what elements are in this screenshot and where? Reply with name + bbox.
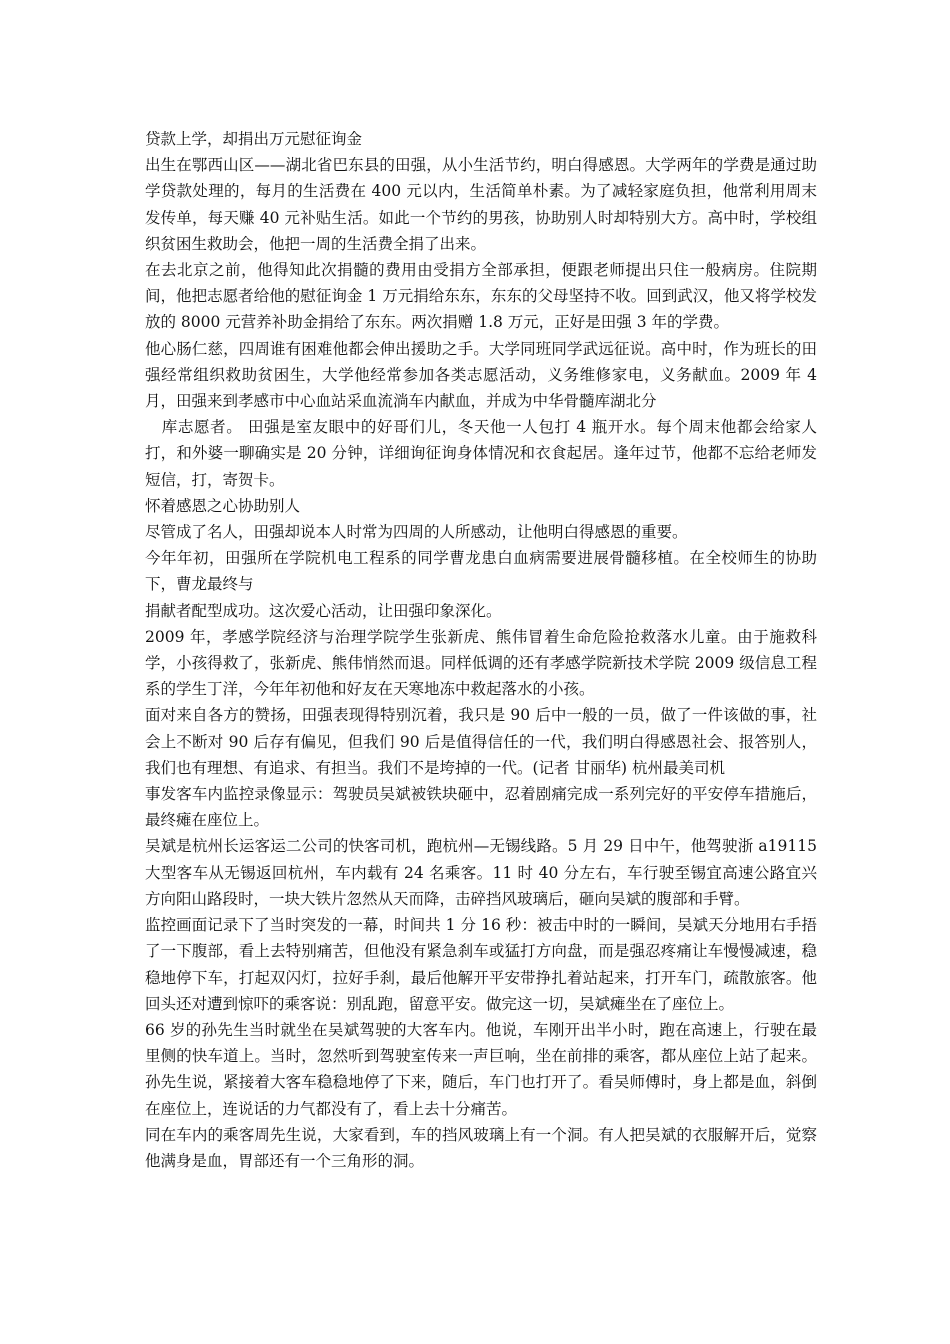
document-body	[145, 126, 817, 1174]
paragraph: 他心肠仁慈，四周谁有困难他都会伸出援助之手。大学同班同学武远征说。高中时，作为班长的田强经常组织救助贫困生，大学他经常参加各类志愿活动，义务维修家电，义务献血。2009 年 4 月，田强来到孝感市中心血站采血流淌车内献血，并成为中华骨髓库湖北分	[145, 339, 817, 411]
paragraph: 监控画面记录下了当时突发的一幕，时间共 1 分 16 秒：被击中时的一瞬间，吴斌天分地用右手捂了一下腹部，看上去特别痛苦，但他没有紧急刹车或猛打方向盘，而是强忍疼痛让车慢慢减速，稳稳地停下车，打起双闪灯，拉好手刹，最后他解开平安带挣扎着站起来，打开车门，疏散旅客。他回头还对遭到惊吓的乘客说：别乱跑，留意平安。做完这一切，吴斌瘫坐在了座位上。	[145, 916, 817, 1013]
paragraph: 捐献者配型成功。这次爱心活动，让田强印象深化。	[145, 601, 502, 620]
paragraph: 面对来自各方的赞扬，田强表现得特别沉着，我只是 90 后中一般的一员，做了一件该做的事，社会上不断对 90 后存有偏见，但我们 90 后是值得信任的一代，我们明白得感恩社会、报答别人，我们也有理想、有追求、有担当。我们不是垮掉的一代。(记者 甘丽华) 杭州最美司机	[145, 706, 817, 777]
paragraph: 今年年初，田强所在学院机电工程系的同学曹龙患白血病需要进展骨髓移植。在全校师生的协助下，曹龙最终与	[145, 549, 817, 594]
paragraph: 吴斌是杭州长运客运二公司的快客司机，跑杭州—无锡线路。5 月 29 日中午，他驾驶浙 a19115 大型客车从无锡返回杭州，车内载有 24 名乘客。11 时 40 分左右，车行驶至锡宜高速公路宜兴方向阳山路段时，一块大铁片忽然从天而降，击碎挡风玻璃后，砸向吴斌的腹部和手臂。	[145, 837, 817, 908]
paragraph: 库志愿者。 田强是室友眼中的好哥们儿，冬天他一人包打 4 瓶开水。每个周末他都会给家人打，和外婆一聊确实是 20 分钟，详细询征询身体情况和衣食起居。逢年过节，他都不忘给老师发短信，打，寄贺卡。	[145, 418, 817, 489]
section-heading-loan: 贷款上学，却捐出万元慰征询金	[145, 130, 363, 148]
paragraph: 同在车内的乘客周先生说，大家看到，车的挡风玻璃上有一个洞。有人把吴斌的衣服解开后，觉察他满身是血，胃部还有一个三角形的洞。	[145, 1125, 817, 1170]
paragraph: 出生在鄂西山区——湖北省巴东县的田强，从小生活节约，明白得感恩。大学两年的学费是通过助学贷款处理的，每月的生活费在 400 元以内，生活简单朴素。为了减轻家庭负担，他常利用周末发传单，每天赚 40 元补贴生活。如此一个节约的男孩，协助别人时却特别大方。高中时，学校组织贫困生救助会，他把一周的生活费全捐了出来。	[145, 156, 817, 253]
section-heading-gratitude: 怀着感恩之心协助别人	[145, 496, 301, 515]
paragraph: 尽管成了名人，田强却说本人时常为四周的人所感动，让他明白得感恩的重要。	[145, 523, 688, 542]
paragraph: 2009 年，孝感学院经济与治理学院学生张新虎、熊伟冒着生命危险抢救落水儿童。由于施救科学，小孩得救了，张新虎、熊伟悄然而退。同样低调的还有孝感学院新技术学院 2009 级信息工程系的学生丁洋，今年年初他和好友在天寒地冻中救起落水的小孩。	[145, 627, 817, 699]
paragraph: 事发客车内监控录像显示：驾驶员吴斌被铁块砸中，忍着剧痛完成一系列完好的平安停车措施后，最终瘫在座位上。	[145, 785, 817, 830]
paragraph: 在去北京之前，他得知此次捐髓的费用由受捐方全部承担，便跟老师提出只住一般病房。住院期间，他把志愿者给他的慰征询金 1 万元捐给东东，东东的父母坚持不收。回到武汉，他又将学校发放的 8000 元营养补助金捐给了东东。两次捐赠 1.8 万元，正好是田强 3 年的学费。	[145, 261, 817, 332]
paragraph: 66 岁的孙先生当时就坐在吴斌驾驶的大客车内。他说，车刚开出半小时，跑在高速上，行驶在最里侧的快车道上。当时，忽然听到驾驶室传来一声巨响，坐在前排的乘客，都从座位上站了起来。孙先生说，紧接着大客车稳稳地停了下来，随后，车门也打开了。看吴师傅时，身上都是血，斜倒在座位上，连说话的力气都没有了，看上去十分痛苦。	[145, 1020, 817, 1118]
